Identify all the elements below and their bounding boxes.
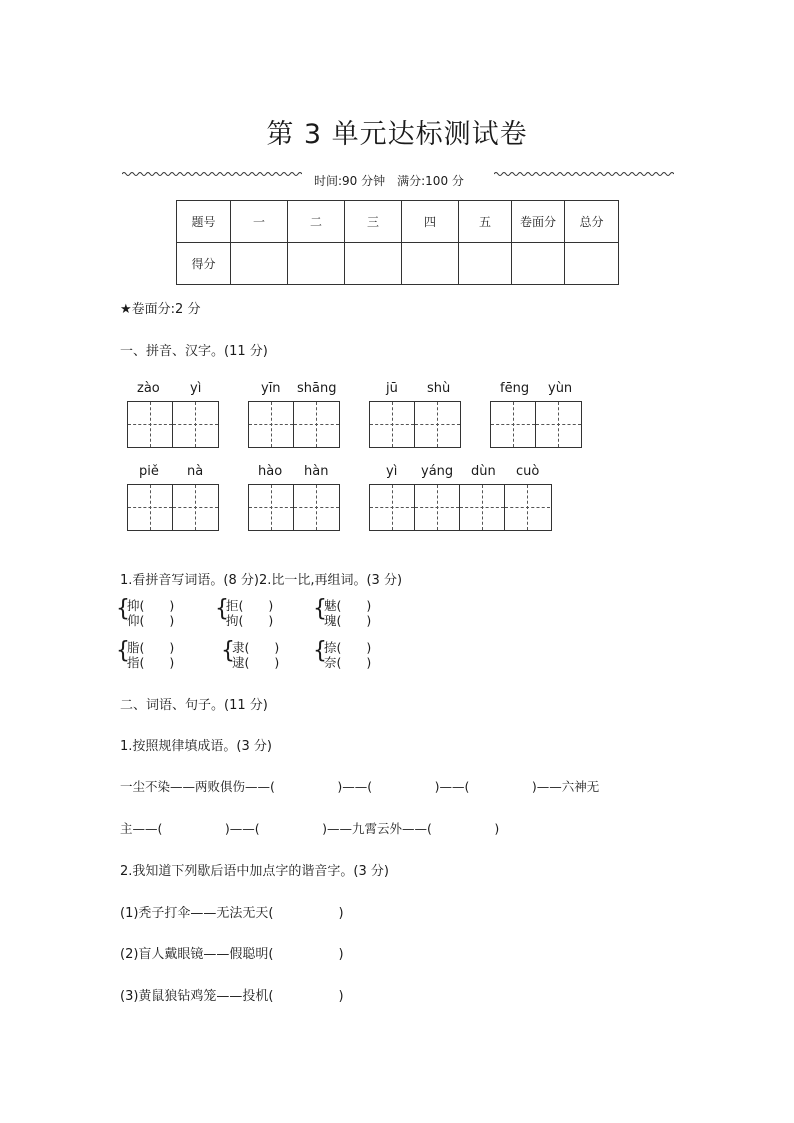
compare-pair[interactable]: [324, 598, 371, 628]
xiehouyu-item-2[interactable]: (2)盲人戴眼镜——假聪明( ): [120, 947, 344, 962]
score-row-label: 得分: [177, 243, 231, 285]
pinyin-label: yì: [386, 464, 398, 479]
pinyin-label: hào: [258, 464, 283, 479]
score-table-header-row: [177, 201, 619, 243]
character-box[interactable]: [536, 402, 581, 447]
exam-time-score-info: 时间:90 分钟 满分:100 分: [314, 174, 464, 188]
score-table-score-row: [177, 243, 619, 285]
pinyin-label: yīn: [261, 381, 281, 396]
pinyin-label: jū: [386, 381, 398, 396]
score-cell-5: 五: [459, 201, 512, 243]
character-box[interactable]: [294, 402, 339, 447]
score-input-cell[interactable]: [565, 243, 619, 285]
character-box[interactable]: [415, 485, 460, 530]
score-cell-3: 三: [345, 201, 402, 243]
question-2-2: 2.我知道下列歇后语中加点字的谐音字。(3 分): [120, 864, 389, 879]
character-box[interactable]: [370, 485, 415, 530]
score-cell-4: 四: [402, 201, 459, 243]
writing-grid[interactable]: [248, 484, 340, 531]
idiom-sequence-line-1[interactable]: 一尘不染——两败俱伤——( )——( )——( )——六神无: [120, 779, 600, 794]
character-box[interactable]: [370, 402, 415, 447]
character-box[interactable]: [491, 402, 536, 447]
compare-item: 拒( ): [226, 598, 274, 613]
compare-pair[interactable]: [226, 598, 273, 628]
pinyin-label: zào: [137, 381, 160, 396]
compare-item: 捺( ): [324, 640, 372, 655]
compare-pair[interactable]: [324, 640, 371, 670]
left-brace-icon: {: [313, 637, 327, 664]
pinyin-label: nà: [187, 464, 204, 479]
left-brace-icon: {: [116, 637, 130, 664]
compare-item: 奈( ): [324, 655, 372, 670]
pinyin-label: dùn: [471, 464, 496, 479]
compare-item: 瑰( ): [324, 613, 372, 628]
compare-pair[interactable]: [232, 640, 279, 670]
score-cell-neatness: 卷面分: [512, 201, 565, 243]
left-wavy-divider: [122, 170, 302, 178]
right-wavy-divider: [494, 170, 674, 178]
idiom-sequence-line-2[interactable]: 主——( )——( )——九霄云外——( ): [120, 821, 500, 836]
writing-grid[interactable]: [127, 401, 219, 448]
writing-grid[interactable]: [127, 484, 219, 531]
character-box[interactable]: [128, 402, 173, 447]
neatness-note: ★卷面分:2 分: [120, 302, 201, 317]
writing-grid[interactable]: [248, 401, 340, 448]
score-input-cell[interactable]: [231, 243, 288, 285]
pinyin-label: yáng: [421, 464, 454, 479]
pinyin-label: hàn: [304, 464, 329, 479]
pinyin-label: shù: [427, 381, 451, 396]
question-1-2-heading: 1.看拼音写词语。(8 分)2.比一比,再组词。(3 分): [120, 573, 403, 588]
question-2-1: 1.按照规律填成语。(3 分): [120, 739, 272, 754]
character-box[interactable]: [173, 485, 218, 530]
character-box[interactable]: [460, 485, 505, 530]
xiehouyu-item-1[interactable]: (1)秃子打伞——无法无天( ): [120, 906, 344, 921]
writing-grid[interactable]: [369, 484, 552, 531]
pinyin-label: shāng: [297, 381, 337, 396]
compare-item: 魅( ): [324, 598, 372, 613]
character-box[interactable]: [505, 485, 550, 530]
left-brace-icon: {: [313, 595, 327, 622]
left-brace-icon: {: [215, 595, 229, 622]
pinyin-label: yì: [190, 381, 202, 396]
page-title: 第 3 单元达标测试卷: [266, 119, 528, 150]
score-input-cell[interactable]: [288, 243, 345, 285]
character-box[interactable]: [249, 485, 294, 530]
score-cell-2: 二: [288, 201, 345, 243]
compare-item: 逮( ): [232, 655, 280, 670]
character-box[interactable]: [128, 485, 173, 530]
pinyin-label: fēng: [500, 381, 530, 396]
score-cell-1: 一: [231, 201, 288, 243]
pinyin-label: yùn: [548, 381, 573, 396]
score-table: [176, 200, 619, 285]
section-2-heading: 二、词语、句子。(11 分): [120, 698, 268, 713]
compare-item: 脂( ): [127, 640, 175, 655]
compare-item: 指( ): [127, 655, 175, 670]
character-box[interactable]: [294, 485, 339, 530]
compare-pair[interactable]: [127, 598, 174, 628]
compare-pair[interactable]: [127, 640, 174, 670]
character-box[interactable]: [249, 402, 294, 447]
compare-item: 仰( ): [127, 613, 175, 628]
score-input-cell[interactable]: [402, 243, 459, 285]
pinyin-label: piě: [139, 464, 159, 479]
xiehouyu-item-3[interactable]: (3)黄鼠狼钻鸡笼——投机( ): [120, 989, 344, 1004]
score-input-cell[interactable]: [459, 243, 512, 285]
compare-item: 拘( ): [226, 613, 274, 628]
character-box[interactable]: [173, 402, 218, 447]
writing-grid[interactable]: [490, 401, 582, 448]
character-box[interactable]: [415, 402, 460, 447]
pinyin-label: cuò: [516, 464, 540, 479]
writing-grid[interactable]: [369, 401, 461, 448]
compare-item: 抑( ): [127, 598, 175, 613]
left-brace-icon: {: [221, 637, 235, 664]
left-brace-icon: {: [116, 595, 130, 622]
score-cell-total: 总分: [565, 201, 619, 243]
score-cell-label: 题号: [177, 201, 231, 243]
score-input-cell[interactable]: [512, 243, 565, 285]
compare-item: 隶( ): [232, 640, 280, 655]
score-input-cell[interactable]: [345, 243, 402, 285]
section-1-heading: 一、拼音、汉字。(11 分): [120, 344, 268, 359]
